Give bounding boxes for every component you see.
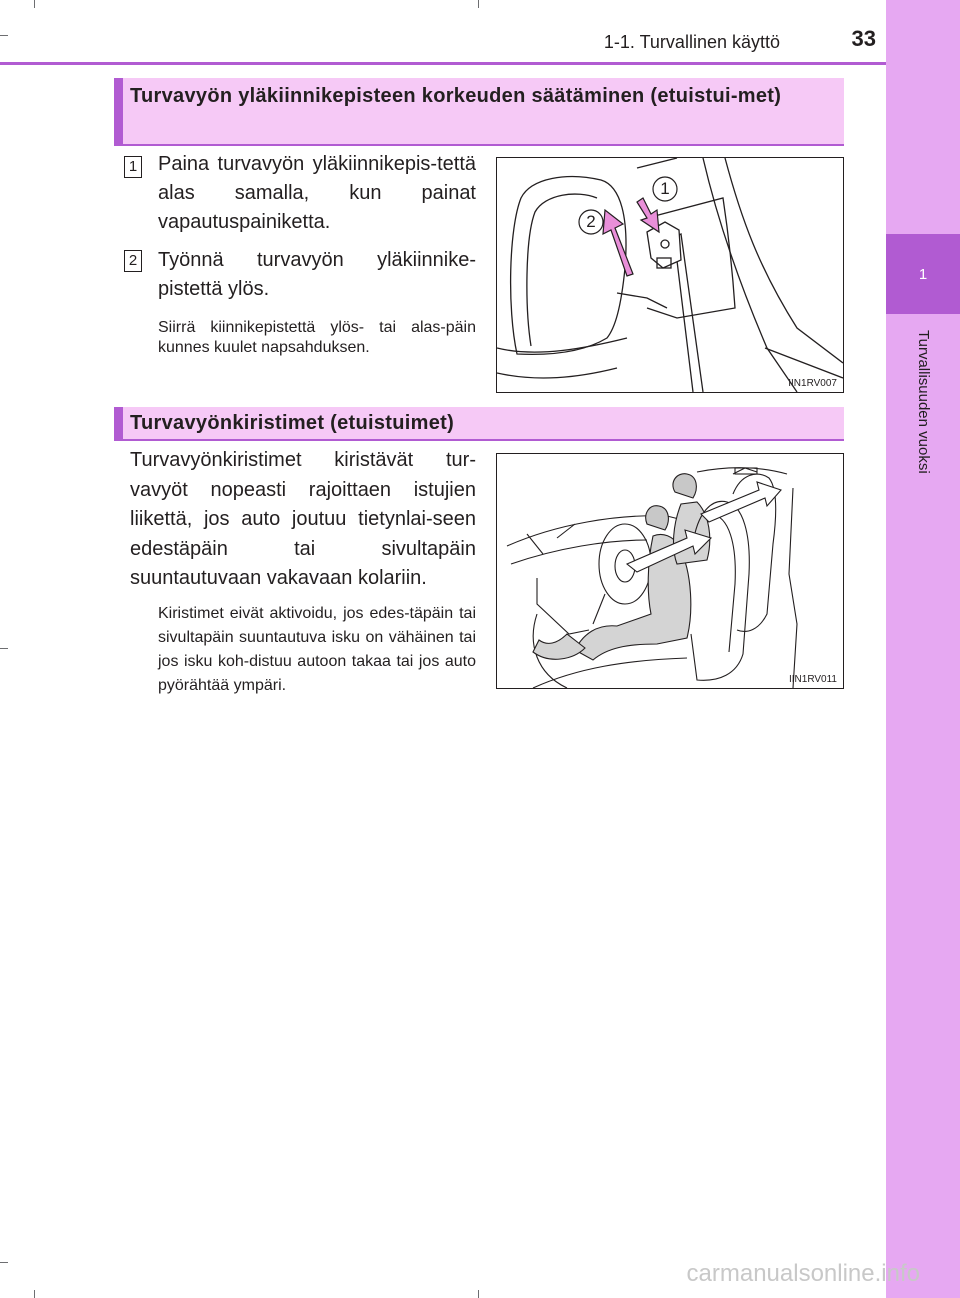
section-title-box [114,407,844,441]
section-heading: 1-1. Turvallinen käyttö [603,32,780,52]
seatbelt-anchor-figure [496,157,844,393]
step-number: 1 [124,156,142,178]
crop-mark [478,0,479,8]
arrow-up-icon [603,210,633,276]
arrow-down-icon [637,198,659,232]
figure-code: IIN1RV011 [789,674,837,685]
section-accent-bar [114,78,123,144]
crop-mark [34,0,35,8]
chapter-number: 1 [886,234,960,314]
section-accent-bar [114,407,123,439]
pretensioner-figure [496,453,844,689]
callout-2: 2 [586,212,596,231]
section-title: Turvavyönkiristimet (etuistuimet) [130,412,455,434]
crop-mark [0,35,8,36]
chapter-side-tab [886,0,960,1298]
chapter-label: Turvallisuuden vuoksi [915,330,932,474]
crop-mark [478,1290,479,1298]
callout-1: 1 [660,179,670,198]
page-number: 33 [851,26,876,51]
body-text: Turvavyönkiristimet kiristävät tur-vavyöt nopeasti rajoittaen istujien liikettä, jos auto joutuu tietynlai-seen edestäpäin tai sivultapäin suuntautuvaan vakavaan kolariin. [130,449,476,589]
crop-mark [0,648,8,649]
crop-mark [0,1262,8,1263]
step-number: 2 [124,250,142,272]
header-rule [0,62,886,65]
step-text: Paina turvavyön yläkiinnikepis-tettä alas samalla, kun painat vapautuspainiketta. [158,153,476,233]
crop-mark [34,1290,35,1298]
step-text: Työnnä turvavyön yläkiinnike-pistettä ylös. [158,249,476,300]
note-text: Siirrä kiinnikepistettä ylös- tai alas-päin kunnes kuulet napsahduksen. [158,319,476,356]
figure-code: IIN1RV007 [788,378,837,389]
note-text: Kiristimet eivät aktivoidu, jos edes-täpäin tai sivultapäin suuntautuva isku on vähäinen tai jos isku koh-distuu autoon takaa tai jos auto pyörähtää ympäri. [158,605,476,694]
section-title-box [114,78,844,146]
watermark: carmanualsonline.info [686,1260,920,1287]
pretensioner-illustration [497,454,843,688]
section-title: Turvavyön yläkiinnikepisteen korkeuden säätäminen (etuistui-met) [130,85,782,107]
